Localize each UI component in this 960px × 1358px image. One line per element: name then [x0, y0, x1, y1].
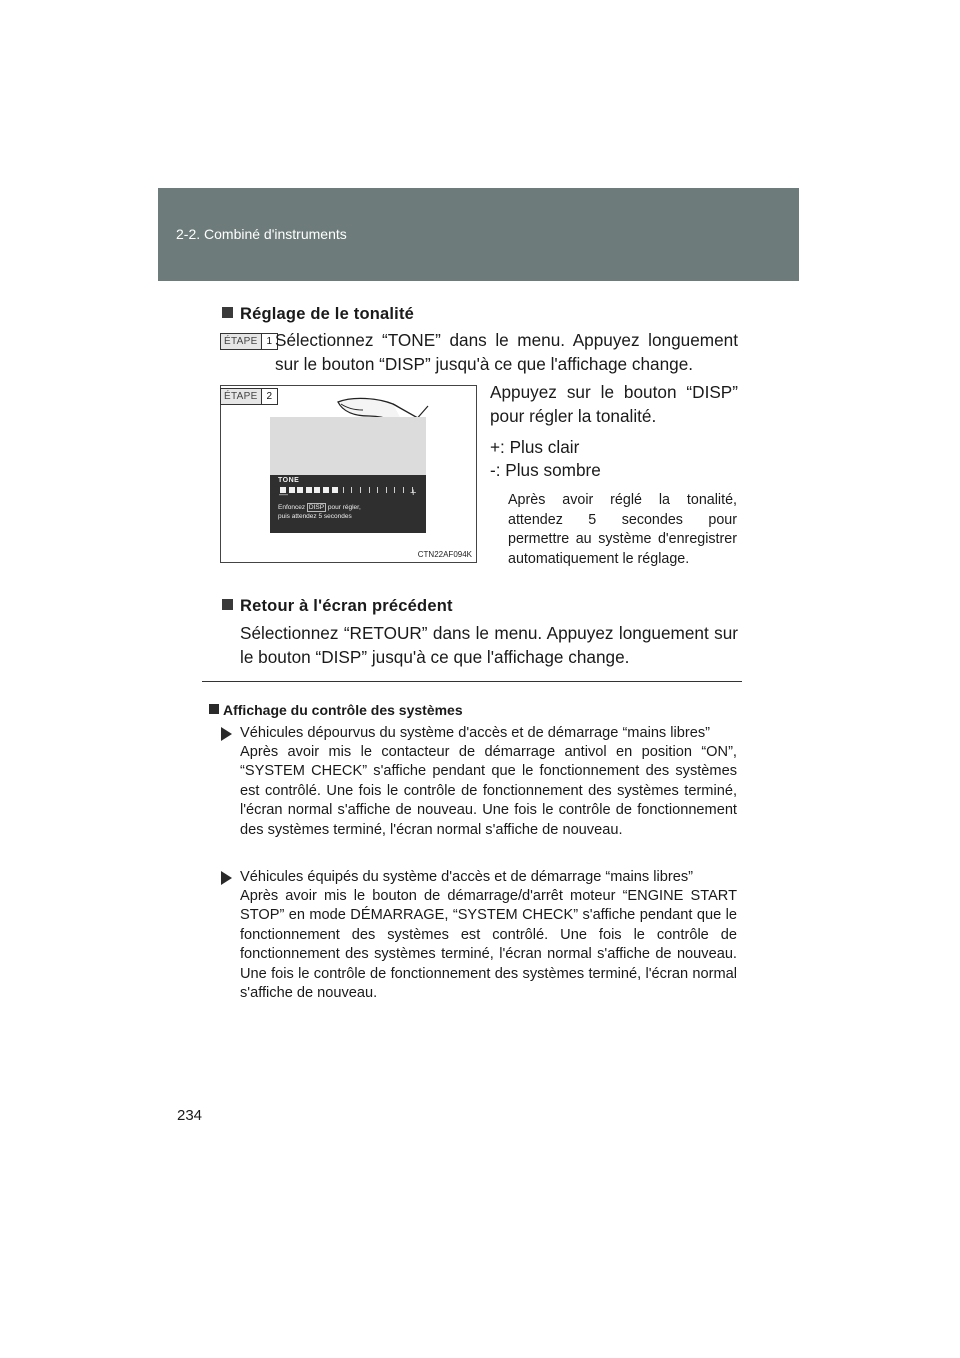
note-item-1-text: Après avoir mis le contacteur de démarrage antivol en position “ON”, “SYSTEM CHECK” s'affiche pendant que le fonctionnement des systèmes est contrôlé. Une fois le contrôle de fonctionnement des systèmes terminé, l'écran normal s'affiche de nouveau. Une fois le contrôle de fonctionnement des systèmes terminé, l'écran normal s'affiche de nouveau. — [240, 744, 737, 838]
tone-segment — [314, 487, 320, 493]
tone-segment — [377, 487, 378, 493]
page-header — [158, 188, 799, 281]
tone-segment — [332, 487, 338, 493]
section-title-tone: Réglage de le tonalité — [222, 305, 414, 324]
tone-segment — [360, 487, 361, 493]
minus-sign: — — [279, 489, 288, 499]
step2-plus: +: Plus clair — [490, 437, 580, 457]
triangle-bullet-icon — [221, 871, 232, 885]
step-badge-2: ÉTAPE 2 — [220, 388, 278, 405]
step2-note: Après avoir réglé la tonalité, attendez 5 secondes pour permettre au système d'enregistrer automatiquement le réglage. — [508, 492, 737, 567]
step2-minus: -: Plus sombre — [490, 460, 601, 480]
plus-sign: + — [410, 487, 417, 499]
square-bullet-icon — [222, 307, 233, 318]
note-item-1-heading: Véhicules dépourvus du système d'accès et de démarrage “mains libres” — [240, 725, 711, 741]
note-item-2-text: Après avoir mis le bouton de démarrage/d'arrêt moteur “ENGINE START STOP” en mode DÉMARRAGE, “SYSTEM CHECK” s'affiche pendant que le fonctionnement des systèmes est contrôlé. Une fois le contrôle de fonctionnement des systèmes terminé, l'écran normal s'affiche de nouveau. Une fois le contrôle de fonctionnement des systèmes terminé, l'écran normal s'affiche de nouveau. — [240, 888, 737, 1002]
tone-segment — [386, 487, 387, 493]
tone-label: TONE — [278, 477, 300, 484]
tone-segment — [289, 487, 295, 493]
note-item-2-heading: Véhicules équipés du système d'accès et de démarrage “mains libres” — [240, 869, 693, 885]
disp-button-label: DISP — [308, 504, 325, 511]
step2-text: Appuyez sur le bouton “DISP” pour régler la tonalité. — [490, 382, 738, 426]
step-badge-1: ÉTAPE 1 — [220, 333, 278, 350]
tone-segment — [394, 487, 395, 493]
tone-display-figure — [220, 385, 477, 563]
tone-segment — [306, 487, 312, 493]
section-breadcrumb: 2-2. Combiné d'instruments — [176, 226, 347, 242]
square-bullet-icon — [222, 599, 233, 610]
divider — [202, 681, 742, 682]
tone-segment — [351, 487, 352, 493]
tone-screen — [270, 417, 426, 533]
figure-code: CTN22AF094K — [417, 550, 472, 559]
step1-text: Sélectionnez “TONE” dans le menu. Appuyez longuement sur le bouton “DISP” jusqu'à ce que l'affichage change. — [275, 330, 738, 374]
section-title-return: Retour à l'écran précédent — [222, 597, 453, 616]
tone-segment — [369, 487, 370, 493]
tone-segment — [343, 487, 344, 493]
square-bullet-icon — [209, 704, 219, 714]
notes-title: Affichage du contrôle des systèmes — [209, 702, 463, 718]
tone-instructions: Enfoncez DISP pour régler, puis attendez 5 secondes — [278, 504, 361, 520]
tone-segment — [323, 487, 329, 493]
page-number: 234 — [177, 1107, 203, 1124]
tone-segment — [403, 487, 404, 493]
tone-control-panel — [270, 475, 426, 533]
triangle-bullet-icon — [221, 727, 232, 741]
tone-segment — [297, 487, 303, 493]
return-text: Sélectionnez “RETOUR” dans le menu. Appuyez longuement sur le bouton “DISP” jusqu'à ce que l'affichage change. — [240, 623, 738, 667]
